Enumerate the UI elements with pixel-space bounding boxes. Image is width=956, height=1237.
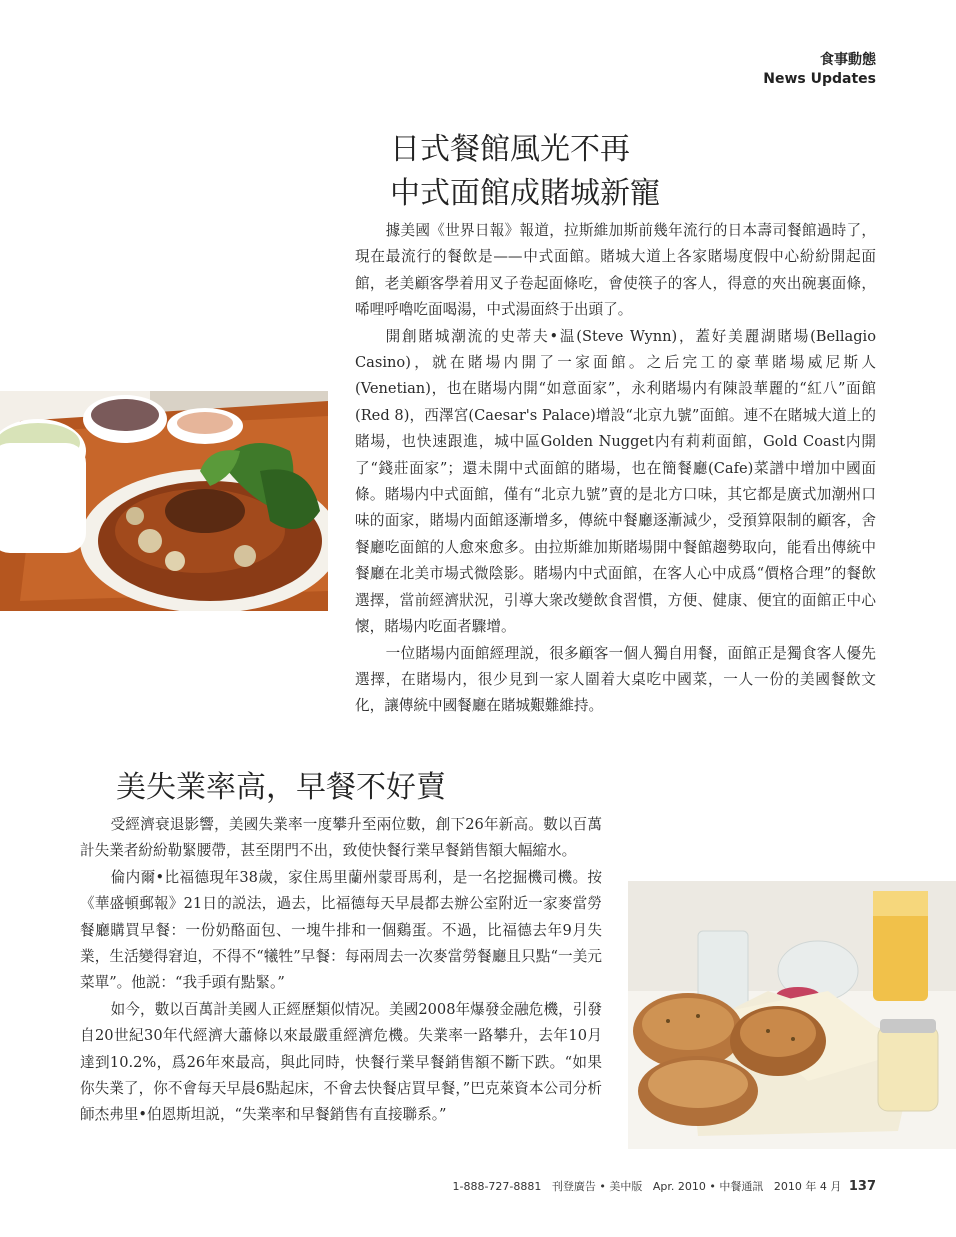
section-header [763,50,876,88]
article1-paragraph: 一位賭場内面館經理説，很多顧客一個人獨自用餐，面館正是獨食客人優先選擇，在賭場内，很少見到一家人圍着大桌吃中國菜，一人一份的美國餐飲文化，讓傳統中國餐廳在賭城艱難維持。 [355,644,876,715]
noodle-dish-photo [0,391,328,611]
article1-body [355,218,876,720]
footer-magazine: 中餐通訊 [719,1180,764,1193]
footer-issue-zh: 2010 年 4 月 [773,1180,842,1193]
article1-title-line2: 中式面館成賭城新寵 [390,176,660,211]
article2-paragraph: 如今，數以百萬計美國人正經歷類似情况。美國2008年爆發金融危機，引發自20世紀30年代經濟大蕭條以來最嚴重經濟危機。失業率一路攀升，去年10月達到10.2%，爲26年來最高，與此同時，快餐行業早餐銷售額不斷下跌。“如果你失業了，你不會每天早晨6點起床，不會去快餐店買早餐，”巴克萊資本公司分析師杰弗里•伯恩斯坦説，“失業率和早餐銷售有直接聯系。” [80,1000,602,1124]
article1-title [390,128,890,216]
bread-basket-illustration [628,881,956,1149]
section-title-zh: 食事動態 [820,52,876,68]
footer-ad-label: 刊登廣告 [551,1180,596,1193]
article2-title: 美失業率高，早餐不好賣 [116,770,446,805]
section-title-en: News Updates [763,71,876,87]
article2-paragraph: 倫内爾•比福德現年38歲，家住馬里蘭州蒙哥馬利，是一名挖掘機司機。按《華盛頓郵報》21日的説法，過去，比福德每天早晨都去辦公室附近一家麥當勞餐廳購買早餐：一份奶酪面包、一塊牛排和一個鷄蛋。不過，比福德去年9月失業，生活變得窘迫，不得不“犧牲”早餐：每兩周去一次麥當勞餐廳且只點“一美元菜單”。他説：“我手頭有點緊。” [80,868,602,992]
article2-paragraph: 受經濟衰退影響，美國失業率一度攀升至兩位數，創下26年新高。數以百萬計失業者紛紛勒緊腰帶，甚至閉門不出，致使快餐行業早餐銷售額大幅縮水。 [80,816,602,860]
page-number: 137 [848,1179,876,1194]
noodle-dish-illustration [0,391,328,611]
footer-edition: 美中版 [609,1180,643,1193]
page-footer: 1-888-727-8881 刊登廣告 • 美中版 Apr. 2010 • 中餐通訊 2010 年 4 月 137 [452,1179,876,1194]
article1-paragraph: 開創賭城潮流的史蒂夫•温(Steve Wynn)，蓋好美麗湖賭場(Bellagio Casino)，就在賭場内開了一家面館。之后完工的豪華賭場威尼斯人(Venetian)，也在賭場内開“如意面家”，永利賭場内有陳設華麗的“紅八”面館(Red 8)，西澤宮(Caesar's Palace)增設“北京九號”面館。連不在賭城大道上的賭場，也快速跟進，城中區Golden Nugget内有莉莉面館，Gold Coast内開了“錢莊面家”；還未開中式面館的賭場，也在簡餐廳(Cafe)菜譜中增加中國面條。賭場内中式面館，僅有“北京九號”賣的是北方口味，其它都是廣式加潮州口味的面家，賭場内面館逐漸增多，傳統中餐廳逐漸減少，受預算限制的顧客，舍餐廳吃面館的人愈來愈多。由拉斯維加斯賭場開中餐館趨勢取向，能看出傳統中餐廳在北美市場式微陰影。賭場内中式面館，在客人心中成爲“價格合理”的餐飲選擇，當前經濟狀況，引導大衆改變飲食習慣，方便、健康、便宜的面館正中心懷，賭場内吃面者驟增。 [355,327,876,636]
footer-phone: 1-888-727-8881 [452,1180,542,1193]
footer-issue-en: Apr. 2010 [652,1180,706,1193]
article1-paragraph: 據美國《世界日報》報道，拉斯維加斯前幾年流行的日本壽司餐館過時了，現在最流行的餐飲是——中式面館。賭城大道上各家賭場度假中心紛紛開起面館，老美顧客學着用叉子卷起面條吃，會使筷子的客人，得意的夾出碗裏面條，唏哩呼嚕吃面喝湯，中式湯面終于出頭了。 [355,222,876,319]
article1-title-line1: 日式餐館風光不再 [390,132,630,167]
breakfast-bread-photo [628,881,956,1149]
article2-body [80,812,602,1129]
